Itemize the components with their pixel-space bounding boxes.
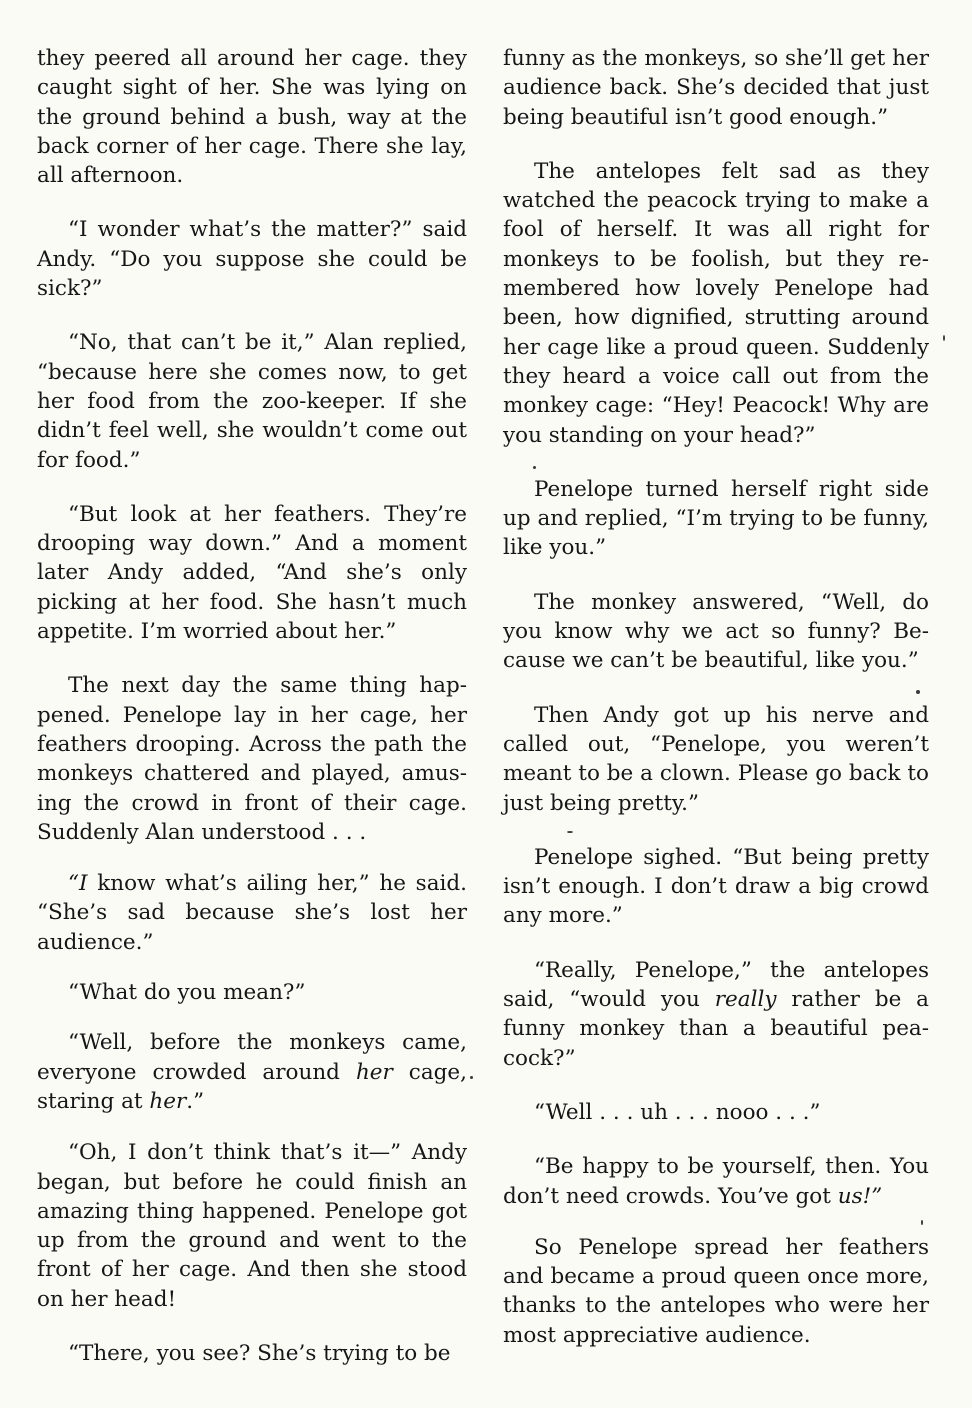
paragraph-6-text: said. “She’s sad because she’s lost her audience.”: [37, 871, 467, 955]
paragraph-7: “What do you mean?”: [68, 980, 306, 1006]
paragraph-8-text: “Well, before the monkeys came, everyone crowded around: [37, 1030, 467, 1085]
paragraph-8: [37, 1028, 467, 1116]
paragraph-1: they peered all around her cage. they caught sight of her. She was lying on the ground behind a bush, way at the back corner of her cage. There she lay, all afternoon.: [37, 46, 467, 189]
paragraph-14: The monkey answered, “Well, do you know why we act so funny? Be-cause we can’t be beautiful, like you.”: [503, 589, 929, 674]
paragraph-6-mid: know what’s ailing her,” he: [87, 871, 416, 897]
paragraph-17: [503, 956, 929, 1073]
paragraph-19-text: “Be happy to be yourself, then. You don’t need crowds. You’ve got: [503, 1154, 929, 1209]
paragraph-6: [37, 869, 467, 957]
right-column: [503, 44, 929, 1350]
paragraph-8-end: .”: [186, 1088, 205, 1114]
paragraph-12: The antelopes felt sad as they watched the peacock trying to make a fool of herself. It was all right for monkeys to be foolish, but they re-membered how lovely Penelope had been, how dignified, strutting around her cage like a proud queen. Suddenly they heard a voice call out from the monkey cage: “Hey! Peacock! Why are you standing on your head?”: [503, 158, 929, 448]
left-column: [37, 44, 467, 1368]
paragraph-18: “Well . . . uh . . . nooo . . .”: [534, 1099, 821, 1125]
italic-i: “I: [68, 871, 88, 897]
print-speck: [921, 1220, 923, 1225]
paragraph-2: “I wonder what’s the matter?” said Andy. “Do you suppose she could be sick?”: [37, 217, 467, 302]
paragraph-19: [503, 1152, 929, 1211]
paragraph-9: “Oh, I don’t think that’s it—” Andy began, but before he could finish an amazing thing happened. Penelope got up from the ground and went to the front of her cage. And then she stood on her head!: [37, 1140, 467, 1312]
paragraph-5: The next day the same thing hap-pened. Penelope lay in her cage, her feathers drooping. Across the path the monkeys chattered and played, amus-ing the crowd in front of their cage. Suddenly Alan understood . . .: [37, 673, 467, 845]
print-speck: [470, 1076, 473, 1079]
paragraph-16: Penelope sighed. “But being pretty isn’t enough. I don’t draw a big crowd any more.”: [503, 844, 929, 929]
print-speck: [567, 831, 573, 833]
paragraph-13: Penelope turned herself right side up and replied, “I’m trying to be funny, like you.”: [503, 476, 929, 561]
paragraph-17-rest: rather be a funny monkey than a beautiful pea-cock?”: [503, 987, 930, 1071]
print-speck: [916, 690, 920, 694]
italic-really: really: [714, 987, 777, 1013]
italic-us: us!”: [837, 1183, 883, 1209]
paragraph-20: So Penelope spread her feathers and became a proud queen once more, thanks to the antelopes who were her most appreciative audience.: [503, 1234, 929, 1348]
print-speck: [533, 466, 536, 469]
paragraph-11: funny as the monkeys, so she’ll get her audience back. She’s decided that just being beautiful isn’t good enough.”: [503, 46, 929, 130]
paragraph-8-mid: cage, staring at: [37, 1059, 467, 1114]
paragraph-17-text: “Really, Penelope,” the antelopes said, “would you: [503, 957, 929, 1013]
paragraph-10: “There, you see? She’s trying to be: [68, 1340, 451, 1366]
paragraph-15: Then Andy got up his nerve and called out, “Penelope, you weren’t meant to be a clown. Please go back to just being pretty.”: [503, 702, 929, 816]
print-speck: [943, 335, 945, 341]
paragraph-4: “But look at her feathers. They’re drooping way down.” And a moment later Andy added, “And she’s only picking at her food. She hasn’t much appetite. I’m worried about her.”: [37, 501, 467, 645]
italic-her-1: her: [355, 1059, 393, 1085]
paragraph-3: “No, that can’t be it,” Alan replied, “because here she comes now, to get her food from the zoo-keeper. If she didn’t feel well, she wouldn’t come out for food.”: [37, 330, 467, 473]
italic-her-2: her: [149, 1088, 187, 1114]
